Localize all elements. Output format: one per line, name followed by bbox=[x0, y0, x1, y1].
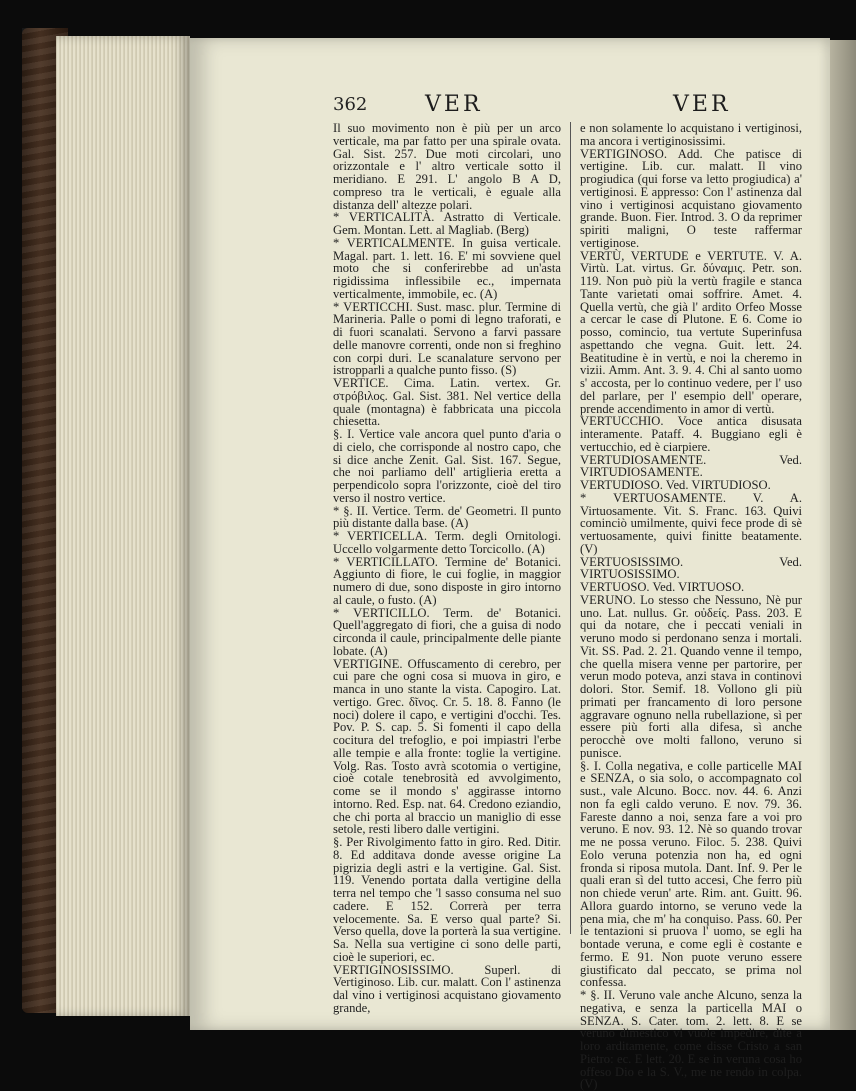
facing-page-edge bbox=[830, 40, 856, 1030]
right-entry: e non solamente lo acquistano i vertiginosi, ma ancora i vertiginosissimi. bbox=[580, 121, 802, 148]
left-entry: * §. II. Vertice. Term. de' Geometri. Il punto più distante dalla base. (A) bbox=[333, 503, 561, 531]
left-entry: VERTIGINE. Offuscamento di cerebro, per cui pare che ogni cosa si muova in giro, e manca in uno stante la vista. Capogiro. Lat. vertigo. Grec. δῖνος. Cr. 5. 18. 8. Fanno (le noci) dolere il capo, e vertigini d'occhi. Tes. Pov. P. S. cap. 5. Si fomenti il capo della cocitura del trefoglio, e poi impiastri l'erbe alle tempie e alla fronte: toglie la vertigine. Volg. Ras. Tosto avrà scotomia o vertigine, cioè cotale tenebrosità ed avvolgimento, come se il mondo s' aggirasse intorno intorno. Red. Esp. nat. 64. Credono eziandio, che chi porta al braccio un maniglio di esse setole, resti libero dalle vertigini. bbox=[333, 656, 561, 837]
left-entry: §. Per Rivolgimento fatto in giro. Red. Ditir. 8. Ed additava donde avesse origine La pigrizia degli astri e la vertigine. Gal. Sist. 119. Venendo portata dalla vertigine della terra nel tempo che 'l sasso consuma nel suo cadere. E 152. Correrà per terra velocemente. Sa. E verso qual parte? Si. Verso quella, dove la porterà la sua vertigine. Sa. Nella sua vertigine ci sono delle parti, cioè le superiori, ec. bbox=[333, 835, 561, 964]
page-header bbox=[333, 94, 813, 122]
left-entry: VERTICE. Cima. Latin. vertex. Gr. στρόβιλος. Gal. Sist. 381. Nel vertice della quale (montagna) è fabbricata una piccola chiesetta. bbox=[333, 376, 561, 429]
header-word-right: VER bbox=[673, 92, 731, 117]
right-entry: §. I. Colla negativa, e colle particelle MAI e SENZA, o sia solo, o accompagnato col sust., vale Alcuno. Bocc. nov. 44. 6. Anzi non fa egli caldo veruno. E nov. 79. 36. Fareste danno a noi, senza fare a voi pro veruno. E nov. 93. 12. Nè so quando trovar me ne possa veruno. Filoc. 5. 238. Quivi Eolo veruna potenzia non ha, ed ogni fronda si riposa mutola. Dant. Inf. 9. Per le quali eran sì del tutto accesi, Che ferro più non chiede verun' arte. Rim. ant. Guitt. 96. Allora guardo intorno, se veruno vede la pena mia, che m' ha conquiso. Pass. 60. Per le tentazioni si pruova l' uomo, se egli ha bontade veruna, e come egli è costante e fermo. E 91. Non puote veruno essere giustificato dal peccato, se prima nol confessa. bbox=[580, 758, 802, 990]
right-entry: VERUNO. Lo stesso che Nessuno, Nè pur uno. Lat. nullus. Gr. οὐδείς. Pass. 203. E qui da notare, che i peccati veniali in veruno modo si perdonano senza i mortali. Vit. SS. Pad. 2. 21. Quando venne il tempo, che quella misera venne per partorire, per verun modo poteva, anzi stava in continovi dolori. Stor. Semif. 18. Vollono gli più primati per francamento di loro persone aggravare ognuno nella rubellazione, sì per essere più forti alla difesa, sì anche perocchè ove molti fallono, veruno si punisce. bbox=[580, 592, 802, 760]
right-column bbox=[580, 121, 802, 1091]
left-entry: * VERTICELLA. Term. degli Ornitologi. Uccello volgarmente detto Torcicollo. (A) bbox=[333, 529, 561, 556]
right-entry: VERTUOSO. Ved. VIRTUOSO. bbox=[580, 580, 745, 594]
left-entry: Il suo movimento non è più per un arco verticale, ma par fatto per una spirale ovata. Gal. Sist. 257. Due moti circolari, uno orizzontale e l' altro verticale sotto il meridiano. E 291. L' angolo B A D, compreso tra le verticali, è eguale alla distanza dell' altezze polari. bbox=[333, 121, 561, 212]
right-entry: VERTIGINOSO. Add. Che patisce di vertigine. Lib. cur. malatt. Il vino progiudica (qui forse va letto progiudica) a' vertiginosi. E appresso: Con l' astinenza dal vino i vertiginosi acquistano giovamento grande. Buon. Fier. Introd. 3. O da reprimer spiriti maligni, O teste raffermar vertiginose. bbox=[580, 146, 802, 250]
left-entry: * VERTICILLO. Term. de' Botanici. Quell'aggregato di fiori, che a guisa di nodo circonda il caule, principalmente delle piante lobate. (A) bbox=[333, 605, 561, 658]
left-entry: VERTIGINOSISSIMO. Superl. di Vertiginoso. Lib. cur. malatt. Con l' astinenza dal vino i vertiginosi acquistano giovamento grande, bbox=[333, 962, 561, 1015]
right-entry: VERTUDIOSAMENTE. Ved. VIRTUDIOSAMENTE. bbox=[580, 452, 802, 480]
left-entry: §. I. Vertice vale ancora quel punto d'aria o di cielo, che corrisponde al nostro capo, che si dice anche Zenit. Gal. Sist. 167. Segue, che noi parliamo dell' artiglieria eretta a perpendicolo sopra l'orizzonte, cioè del tiro verso il nostro vertice. bbox=[333, 427, 561, 505]
left-entry: * VERTICALITÀ. Astratto di Verticale. Gem. Montan. Lett. al Magliab. (Berg) bbox=[333, 210, 561, 237]
right-entry: VERTUCCHIO. Voce antica disusata interamente. Pataff. 4. Buggiano egli è vertucchio, ed è ciarpiere. bbox=[580, 414, 802, 454]
left-entry: * VERTICALMENTE. In guisa verticale. Magal. part. 1. lett. 16. E' mi sovviene quel moto che si conferirebbe ad un'asta rigidissima inflessibile ec., impernata verticalmente, immobile, ec. (A) bbox=[333, 235, 561, 301]
page-number: 362 bbox=[333, 94, 368, 115]
right-entry: VERTUDIOSO. Ved. VIRTUDIOSO. bbox=[580, 478, 771, 492]
right-entry: * §. II. Veruno vale anche Alcuno, senza la negativa, e senza la particella MAI o SENZA. S. Cater. tom. 2. lett. 8. E se veruno dimestico vi vuole impedire, dite a loro arditamente, come disse Cristo a san Pietro: ec. E lett. 20. E se in veruna cosa ho offeso Dio e la S. V., me ne rendo in colpa. (V) bbox=[580, 988, 802, 1091]
left-entry: * VERTICCHI. Sust. masc. plur. Termine di Marineria. Palle o pomi di legno traforati, e di fuori scanalati. Servono a farvi passare delle manovre correnti, onde non si freghino con corpi duri. Le scanalature servono per istropparli a qualche punto fisso. (S) bbox=[333, 299, 561, 378]
right-entry: * VERTUOSAMENTE. V. A. Virtuosamente. Vit. S. Franc. 163. Quivi cominciò umilmente, quivi fece prode di sè vertuosamente, quivi finitte beatamente. (V) bbox=[580, 490, 802, 556]
right-entry: VERTUOSISSIMO. Ved. VIRTUOSISSIMO. bbox=[580, 554, 802, 582]
column-divider bbox=[570, 122, 571, 934]
header-word-left: VER bbox=[425, 92, 483, 117]
left-column bbox=[333, 121, 561, 1015]
page-edges bbox=[56, 36, 190, 1016]
left-entry: * VERTICILLATO. Termine de' Botanici. Aggiunto di fiore, le cui foglie, in maggior numero di due, sono disposte in giro intorno al caule, o fusto. (A) bbox=[333, 554, 561, 607]
right-entry: VERTÙ, VERTUDE e VERTUTE. V. A. Virtù. Lat. virtus. Gr. δύναμις. Petr. son. 119. Non può più la vertù fragile e stanca Tante varietati omai soffrire. Amet. 4. Quella vertù, che già l' ardito Orfeo Mosse a cercar le case di Plutone. E 6. Come io posso, comincio, tua vertute Superinfusa aspettando che vegna. Guit. lett. 24. Beatitudine è in vertù, e noi la cheremo in vizii. Amm. Ant. 3. 9. 4. Chi al santo uomo s' accosta, per lo continuo vedere, per l' uso del parlare, per l' esempio dell' operare, prende accendimento in amor di vertù. bbox=[580, 248, 802, 416]
